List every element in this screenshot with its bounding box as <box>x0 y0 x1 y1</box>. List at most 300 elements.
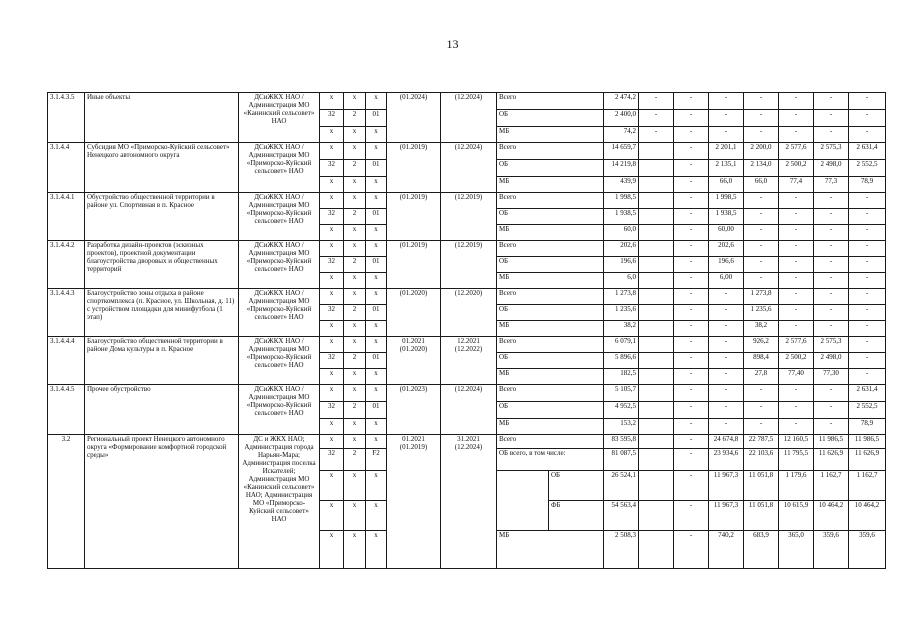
year-amount: - <box>674 305 709 321</box>
year-amount: - <box>709 93 744 110</box>
funding-source: Всего <box>497 385 604 402</box>
total-amount: 1 273,8 <box>604 289 639 305</box>
year-amount: - <box>639 127 674 143</box>
year-amount: - <box>674 353 709 369</box>
responsible-org: ДСиЖКХ НАО / Администрация МО «Приморско-Куйский сельсовет» НАО <box>239 193 320 241</box>
year-amount: - <box>849 110 886 127</box>
budget-code-cell: х <box>344 321 366 337</box>
year-amount: - <box>674 337 709 353</box>
total-amount: 81 087,5 <box>604 449 639 471</box>
year-amount: 2 631,4 <box>849 385 886 402</box>
funding-source: ФБ <box>549 501 604 531</box>
budget-code-cell: х <box>366 501 387 531</box>
budget-code-cell: х <box>320 273 344 289</box>
budget-code-cell: х <box>366 369 387 385</box>
funding-source: ОБ <box>497 257 604 273</box>
year-amount: - <box>744 241 779 257</box>
funding-source: Всего <box>497 241 604 257</box>
year-amount: - <box>814 305 849 321</box>
year-amount: - <box>709 402 744 419</box>
funding-source: МБ <box>497 273 604 289</box>
year-amount <box>639 435 674 449</box>
budget-code-cell: х <box>320 419 344 435</box>
event-name: Прочее обустройство <box>85 385 239 435</box>
year-amount: 10 615,9 <box>779 501 814 531</box>
budget-code-cell: 01 <box>366 209 387 225</box>
start-date: 01.2021 (01.2019) <box>387 435 441 569</box>
budget-code-cell: 2 <box>344 402 366 419</box>
year-amount: - <box>709 321 744 337</box>
budget-code-cell: х <box>366 273 387 289</box>
year-amount: - <box>674 143 709 160</box>
start-date: 01.2021 (01.2020) <box>387 337 441 385</box>
total-amount: 4 952,5 <box>604 402 639 419</box>
year-amount: - <box>849 193 886 209</box>
budget-code-cell: х <box>366 419 387 435</box>
budget-code-cell: х <box>344 501 366 531</box>
start-date: (01.2024) <box>387 93 441 143</box>
budget-code-cell: х <box>344 337 366 353</box>
year-amount: 12 160,5 <box>779 435 814 449</box>
year-amount <box>639 305 674 321</box>
year-amount: - <box>779 225 814 241</box>
funding-source: ОБ <box>497 160 604 177</box>
year-amount <box>639 177 674 193</box>
year-amount <box>639 369 674 385</box>
table-row <box>48 385 886 402</box>
responsible-org: ДСиЖКХ НАО / Администрация МО «Приморско-Куйский сельсовет» НАО <box>239 289 320 337</box>
budget-code-cell: 01 <box>366 110 387 127</box>
year-amount: - <box>744 225 779 241</box>
total-amount: 182,5 <box>604 369 639 385</box>
total-amount: 2 400,0 <box>604 110 639 127</box>
year-amount: - <box>814 193 849 209</box>
year-amount: - <box>814 209 849 225</box>
budget-code-cell: х <box>320 435 344 449</box>
total-amount: 2 508,3 <box>604 531 639 569</box>
year-amount: - <box>779 419 814 435</box>
budget-code-cell: х <box>320 143 344 160</box>
budget-code-cell: 32 <box>320 257 344 273</box>
year-amount: 683,9 <box>744 531 779 569</box>
year-amount: - <box>849 337 886 353</box>
year-amount: 11 986,5 <box>814 435 849 449</box>
year-amount: 23 934,6 <box>709 449 744 471</box>
year-amount <box>639 273 674 289</box>
year-amount: - <box>674 501 709 531</box>
start-date: (01.2019) <box>387 193 441 241</box>
year-amount: - <box>744 110 779 127</box>
year-amount: 1 235,6 <box>744 305 779 321</box>
year-amount <box>639 289 674 305</box>
year-amount: 11 967,3 <box>709 471 744 501</box>
budget-code-cell: х <box>344 531 366 569</box>
year-amount: 66,0 <box>744 177 779 193</box>
year-amount: 2 200,0 <box>744 143 779 160</box>
year-amount: 202,6 <box>709 241 744 257</box>
budget-code-cell: х <box>320 289 344 305</box>
year-amount: - <box>744 257 779 273</box>
budget-code-cell: 32 <box>320 353 344 369</box>
year-amount: 1 998,5 <box>709 193 744 209</box>
event-name: Обустройство общественной территории в районе ул. Спортивная в п. Красное <box>85 193 239 241</box>
year-amount: 2 577,6 <box>779 143 814 160</box>
total-amount: 54 563,4 <box>604 501 639 531</box>
row-code: 3.1.4.4.1 <box>48 193 85 241</box>
total-amount: 74,2 <box>604 127 639 143</box>
year-amount: 2 134,0 <box>744 160 779 177</box>
budget-code-cell: х <box>366 225 387 241</box>
year-amount: 1 938,5 <box>709 209 744 225</box>
year-amount: - <box>709 385 744 402</box>
funding-source: ОБ <box>497 110 604 127</box>
row-code: 3.1.4.4.5 <box>48 385 85 435</box>
budget-code-cell: х <box>320 501 344 531</box>
year-amount: 2 135,1 <box>709 160 744 177</box>
year-amount: 2 631,4 <box>849 143 886 160</box>
year-amount: - <box>814 402 849 419</box>
funding-source: МБ <box>497 177 604 193</box>
budget-code-cell: х <box>366 435 387 449</box>
total-amount: 6,0 <box>604 273 639 289</box>
budget-code-cell: х <box>366 93 387 110</box>
year-amount: - <box>849 353 886 369</box>
budget-code-cell: 01 <box>366 402 387 419</box>
row-code: 3.1.4.4.4 <box>48 337 85 385</box>
budget-code-cell: 32 <box>320 402 344 419</box>
funding-source: Всего <box>497 143 604 160</box>
budget-code-cell: 2 <box>344 353 366 369</box>
total-amount: 26 524,1 <box>604 471 639 501</box>
total-amount: 14 219,8 <box>604 160 639 177</box>
budget-code-cell: х <box>344 369 366 385</box>
year-amount: - <box>849 273 886 289</box>
budget-code-cell: х <box>320 241 344 257</box>
funding-source: ОБ <box>497 305 604 321</box>
year-amount: - <box>849 321 886 337</box>
budget-code-cell: 01 <box>366 305 387 321</box>
budget-code-cell: х <box>366 321 387 337</box>
budget-code-cell: х <box>366 385 387 402</box>
year-amount: - <box>779 321 814 337</box>
funding-source: МБ <box>497 225 604 241</box>
budget-code-cell: х <box>320 385 344 402</box>
total-amount: 202,6 <box>604 241 639 257</box>
end-date: 31.2021 (12.2024) <box>441 435 497 569</box>
year-amount: - <box>674 241 709 257</box>
funding-source: ОБ <box>497 209 604 225</box>
year-amount: 77,30 <box>814 369 849 385</box>
budget-code-cell: х <box>344 273 366 289</box>
year-amount: 22 787,5 <box>744 435 779 449</box>
year-amount: - <box>814 241 849 257</box>
end-date: (12.2024) <box>441 143 497 193</box>
year-amount: - <box>709 337 744 353</box>
budget-code-cell: 2 <box>344 209 366 225</box>
total-amount: 14 659,7 <box>604 143 639 160</box>
year-amount: 22 103,6 <box>744 449 779 471</box>
budget-code-cell: х <box>366 289 387 305</box>
year-amount: - <box>849 241 886 257</box>
year-amount: - <box>744 419 779 435</box>
year-amount: 2 500,2 <box>779 160 814 177</box>
responsible-org: ДС и ЖКХ НАО; Администрация города Нарьян-Мара; Администрация поселка Искателей; Администрация МО «Канинский сельсовет» НАО; Администрация МО «Приморско-Куйский сельсовет» НАО <box>239 435 320 569</box>
end-date: (12.2019) <box>441 241 497 289</box>
budget-code-cell: х <box>344 435 366 449</box>
year-amount: - <box>744 209 779 225</box>
year-amount: 2 577,6 <box>779 337 814 353</box>
year-amount: 10 464,2 <box>814 501 849 531</box>
year-amount <box>639 337 674 353</box>
year-amount: 10 464,2 <box>849 501 886 531</box>
year-amount: 38,2 <box>744 321 779 337</box>
year-amount: - <box>709 305 744 321</box>
responsible-org: ДСиЖКХ НАО / Администрация МО «Приморско-Куйский сельсовет» НАО <box>239 337 320 385</box>
year-amount: - <box>849 289 886 305</box>
year-amount: - <box>674 449 709 471</box>
funding-source: ОБ <box>497 353 604 369</box>
budget-table <box>47 92 886 569</box>
budget-code-cell: х <box>366 177 387 193</box>
year-amount <box>639 225 674 241</box>
year-amount: - <box>674 193 709 209</box>
year-amount: - <box>849 369 886 385</box>
year-amount: - <box>814 321 849 337</box>
year-amount: 2 500,2 <box>779 353 814 369</box>
budget-code-cell: 2 <box>344 160 366 177</box>
budget-code-cell: 32 <box>320 305 344 321</box>
budget-code-cell: х <box>344 289 366 305</box>
year-amount: - <box>779 273 814 289</box>
year-amount <box>639 531 674 569</box>
year-amount: 27,8 <box>744 369 779 385</box>
year-amount <box>639 501 674 531</box>
year-amount: - <box>709 289 744 305</box>
event-name: Региональный проект Ненецкого автономного округа «Формирование комфортной городской среды» <box>85 435 239 569</box>
year-amount: - <box>814 127 849 143</box>
year-amount <box>639 209 674 225</box>
year-amount: - <box>674 257 709 273</box>
budget-code-cell: х <box>320 321 344 337</box>
year-amount: 2 552,5 <box>849 160 886 177</box>
year-amount: 78,9 <box>849 419 886 435</box>
funding-source: ОБ <box>497 402 604 419</box>
funding-source: Всего <box>497 289 604 305</box>
year-amount: - <box>814 225 849 241</box>
budget-code-cell: х <box>344 193 366 209</box>
total-amount: 1 998,5 <box>604 193 639 209</box>
budget-code-cell: х <box>344 471 366 501</box>
event-name: Благоустройство зоны отдыха в районе спорткомплекса (п. Красное, ул. Школьная, д. 11) с устройством площадки для минифутбола (1 этап) <box>85 289 239 337</box>
year-amount: - <box>709 127 744 143</box>
budget-code-cell: х <box>366 337 387 353</box>
year-amount: 1 162,7 <box>849 471 886 501</box>
total-amount: 439,9 <box>604 177 639 193</box>
row-code: 3.2 <box>48 435 85 569</box>
start-date: (01.2019) <box>387 143 441 193</box>
year-amount: - <box>779 402 814 419</box>
year-amount: - <box>744 402 779 419</box>
year-amount: - <box>639 93 674 110</box>
year-amount: 60,00 <box>709 225 744 241</box>
budget-code-cell: х <box>366 531 387 569</box>
year-amount: 6,00 <box>709 273 744 289</box>
year-amount: 1 179,6 <box>779 471 814 501</box>
budget-code-cell: х <box>366 241 387 257</box>
year-amount: 196,6 <box>709 257 744 273</box>
year-amount <box>639 241 674 257</box>
end-date: (12.2020) <box>441 289 497 337</box>
year-amount: 2 575,3 <box>814 337 849 353</box>
budget-code-cell: F2 <box>366 449 387 471</box>
year-amount: - <box>849 225 886 241</box>
row-code: 3.1.4.4.2 <box>48 241 85 289</box>
total-amount: 83 595,8 <box>604 435 639 449</box>
total-amount: 6 079,1 <box>604 337 639 353</box>
responsible-org: ДСиЖКХ НАО / Администрация МО «Канинский сельсовет» НАО <box>239 93 320 143</box>
year-amount: - <box>779 127 814 143</box>
budget-code-cell: 32 <box>320 110 344 127</box>
year-amount: - <box>779 305 814 321</box>
year-amount: - <box>674 160 709 177</box>
year-amount <box>639 160 674 177</box>
budget-code-cell: х <box>320 337 344 353</box>
year-amount: 11 795,5 <box>779 449 814 471</box>
funding-source: МБ <box>497 419 604 435</box>
start-date: (01.2019) <box>387 241 441 289</box>
year-amount: - <box>814 110 849 127</box>
responsible-org: ДСиЖКХ НАО / Администрация МО «Приморско-Куйский сельсовет» НАО <box>239 241 320 289</box>
year-amount <box>639 353 674 369</box>
year-amount: - <box>814 289 849 305</box>
table-row <box>48 435 886 449</box>
year-amount: - <box>709 110 744 127</box>
total-amount: 60,0 <box>604 225 639 241</box>
year-amount: 11 051,8 <box>744 471 779 501</box>
year-amount: - <box>779 193 814 209</box>
year-amount: - <box>674 289 709 305</box>
year-amount: 11 986,5 <box>849 435 886 449</box>
year-amount <box>639 419 674 435</box>
budget-code-cell: х <box>320 225 344 241</box>
budget-code-cell: х <box>344 225 366 241</box>
budget-code-cell: 01 <box>366 160 387 177</box>
funding-source: Всего <box>497 193 604 209</box>
budget-code-cell: х <box>344 241 366 257</box>
year-amount: - <box>674 471 709 501</box>
year-amount: - <box>674 110 709 127</box>
budget-code-cell: х <box>320 471 344 501</box>
total-amount: 1 235,6 <box>604 305 639 321</box>
total-amount: 5 896,6 <box>604 353 639 369</box>
year-amount: - <box>674 321 709 337</box>
year-amount: 926,2 <box>744 337 779 353</box>
year-amount: 77,40 <box>779 369 814 385</box>
year-amount: - <box>779 257 814 273</box>
year-amount: - <box>849 257 886 273</box>
year-amount <box>639 449 674 471</box>
year-amount: - <box>744 193 779 209</box>
end-date: (12.2019) <box>441 193 497 241</box>
table-row <box>48 289 886 305</box>
budget-code-cell: х <box>366 193 387 209</box>
budget-code-cell: х <box>366 127 387 143</box>
year-amount: - <box>674 177 709 193</box>
year-amount: - <box>674 531 709 569</box>
year-amount: 2 201,1 <box>709 143 744 160</box>
budget-code-cell: 2 <box>344 449 366 471</box>
year-amount: - <box>674 402 709 419</box>
budget-code-cell: 32 <box>320 209 344 225</box>
total-amount: 5 105,7 <box>604 385 639 402</box>
budget-code-cell: х <box>344 127 366 143</box>
year-amount: 365,0 <box>779 531 814 569</box>
year-amount: - <box>814 385 849 402</box>
funding-source: Всего <box>497 435 604 449</box>
year-amount: 11 626,9 <box>849 449 886 471</box>
year-amount <box>639 321 674 337</box>
year-amount <box>639 471 674 501</box>
year-amount <box>639 143 674 160</box>
year-amount <box>639 193 674 209</box>
year-amount: - <box>709 353 744 369</box>
year-amount: 2 552,5 <box>849 402 886 419</box>
year-amount: - <box>779 209 814 225</box>
year-amount: 77,4 <box>779 177 814 193</box>
year-amount: - <box>744 385 779 402</box>
total-amount: 153,2 <box>604 419 639 435</box>
event-name: Иные объекты <box>85 93 239 143</box>
year-amount: 11 626,9 <box>814 449 849 471</box>
year-amount: - <box>674 385 709 402</box>
year-amount: 11 051,8 <box>744 501 779 531</box>
total-amount: 1 938,5 <box>604 209 639 225</box>
year-amount: - <box>849 93 886 110</box>
year-amount: - <box>744 93 779 110</box>
year-amount: - <box>814 93 849 110</box>
year-amount <box>639 385 674 402</box>
year-amount: - <box>814 257 849 273</box>
year-amount <box>639 402 674 419</box>
year-amount: - <box>639 110 674 127</box>
year-amount: 1 273,8 <box>744 289 779 305</box>
table-row <box>48 337 886 353</box>
indent-cell <box>497 471 549 531</box>
total-amount: 196,6 <box>604 257 639 273</box>
budget-code-cell: 2 <box>344 110 366 127</box>
budget-code-cell: 01 <box>366 353 387 369</box>
budget-code-cell: х <box>344 385 366 402</box>
year-amount: - <box>849 127 886 143</box>
total-amount: 38,2 <box>604 321 639 337</box>
year-amount: - <box>779 93 814 110</box>
year-amount: - <box>744 127 779 143</box>
year-amount: - <box>674 225 709 241</box>
table-row <box>48 143 886 160</box>
row-code: 3.1.4.4 <box>48 143 85 193</box>
year-amount: 1 162,7 <box>814 471 849 501</box>
responsible-org: ДСиЖКХ НАО / Администрация МО «Приморско-Куйский сельсовет» НАО <box>239 143 320 193</box>
end-date: (12.2024) <box>441 385 497 435</box>
year-amount: - <box>709 419 744 435</box>
year-amount: 2 498,0 <box>814 353 849 369</box>
year-amount: - <box>814 273 849 289</box>
funding-source: ОБ всего, в том числе: <box>497 449 604 471</box>
year-amount: 66,0 <box>709 177 744 193</box>
year-amount: 2 575,3 <box>814 143 849 160</box>
budget-code-cell: х <box>366 143 387 160</box>
table-row <box>48 193 886 209</box>
